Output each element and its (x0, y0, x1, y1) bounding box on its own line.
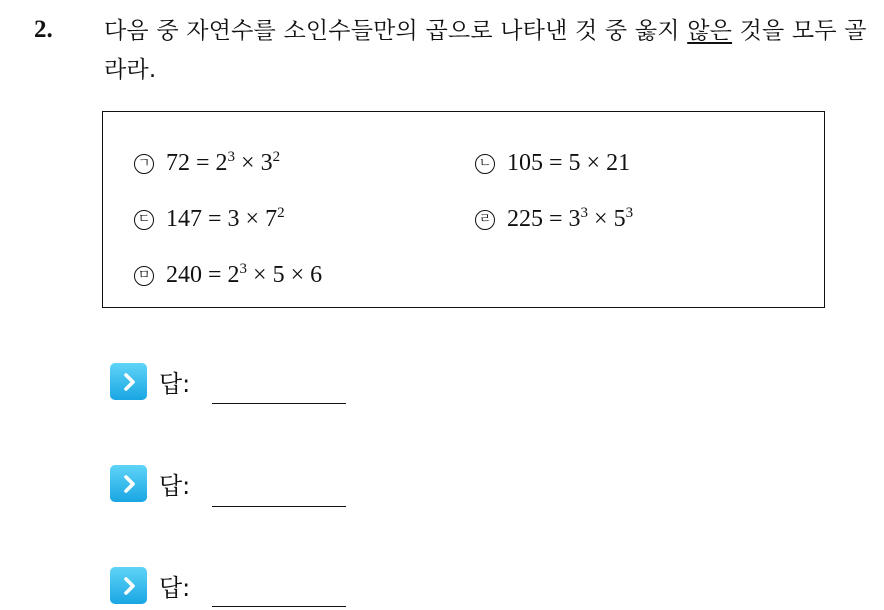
answer-blank-3[interactable] (212, 606, 346, 607)
choice-item-5 (134, 262, 322, 289)
choice-item-3 (134, 206, 285, 233)
choice-item-4 (475, 206, 633, 233)
question-text-underlined: 않은 (687, 18, 733, 44)
choice-marker: ㅁ (134, 266, 154, 286)
question-text (104, 12, 874, 90)
choice-expression: $72 = 2^3 \times 3^2$ (166, 149, 281, 176)
choice-item-1 (134, 150, 280, 177)
answer-label: 답: (159, 574, 191, 602)
answer-row-2 (110, 465, 190, 502)
question-text-before: 다음 중 자연수를 소인수들만의 곱으로 나타낸 것 중 옳지 (104, 18, 688, 44)
answer-blank-2[interactable] (212, 506, 346, 507)
chevron-right-icon (110, 567, 147, 604)
choice-marker: ㄱ (134, 154, 154, 174)
choice-marker: ㄴ (475, 154, 495, 174)
choice-expression: $240 = 2^3 \times 5 \times 6$ (166, 261, 323, 288)
question-number: 2. (34, 16, 53, 43)
choice-item-2 (475, 150, 630, 177)
answer-blank-1[interactable] (212, 403, 346, 404)
choice-marker: ㄹ (475, 210, 495, 230)
choice-expression: 105 = 5 × 21 (507, 150, 631, 176)
choice-expression: $225 = 3^3 \times 5^3$ (507, 205, 634, 232)
choice-marker: ㄷ (134, 210, 154, 230)
chevron-right-icon (110, 465, 147, 502)
answer-label: 답: (159, 472, 191, 500)
answer-row-1 (110, 363, 190, 400)
answer-label: 답: (159, 370, 191, 398)
choice-expression: $147 = 3 \times 7^2$ (166, 205, 285, 232)
answer-row-3 (110, 567, 190, 604)
chevron-right-icon (110, 363, 147, 400)
question-text-after: 것을 모두 골라라. (104, 18, 867, 83)
